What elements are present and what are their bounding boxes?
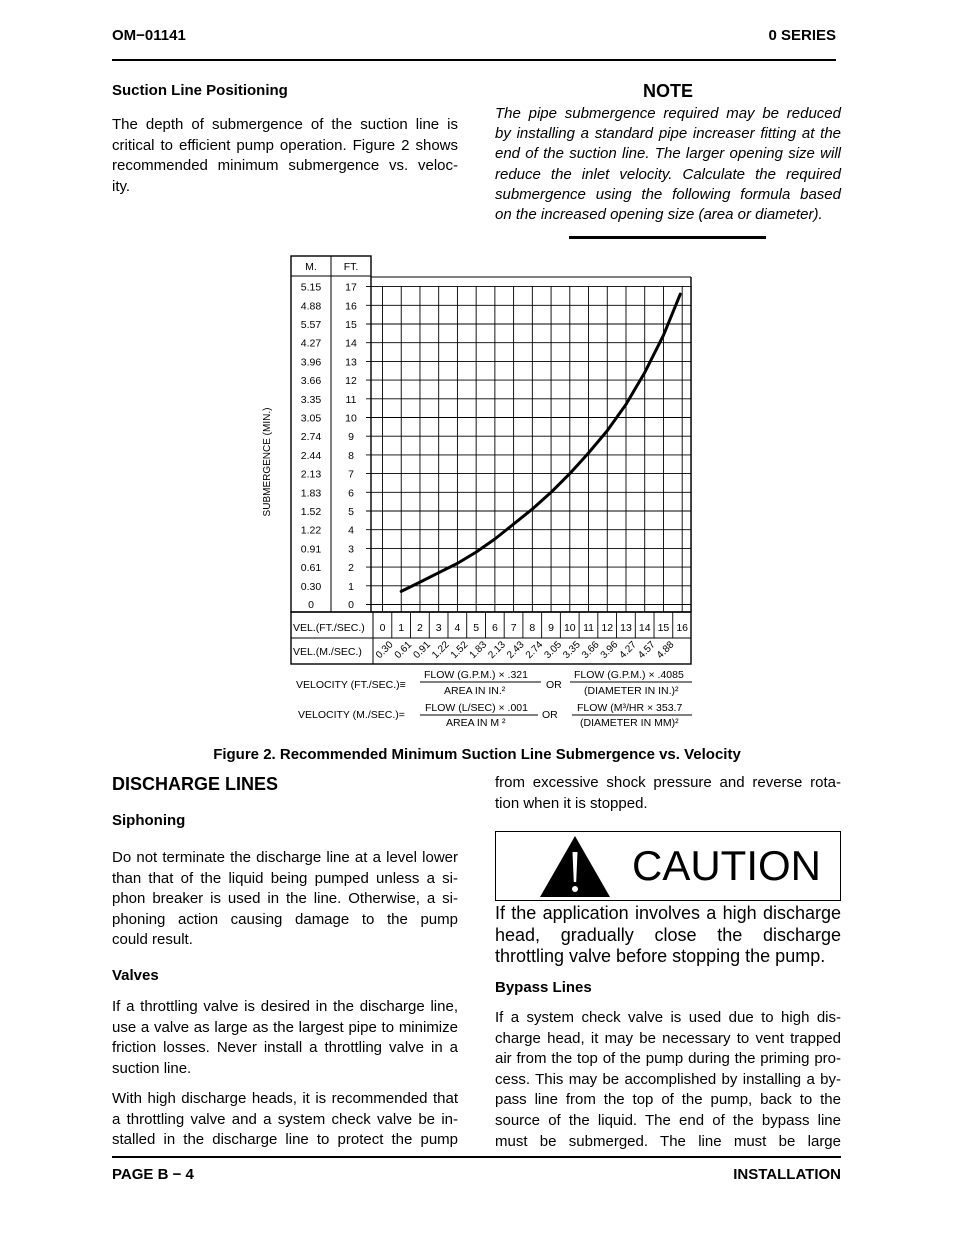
text-line: stalled in the discharge line to protect the pump xyxy=(112,1131,458,1149)
y-tick-label-m: 3.66 xyxy=(300,375,322,388)
y-tick-label-ft: 0 xyxy=(348,599,354,611)
x-tick-label-ft: 2 xyxy=(417,622,423,634)
x-tick-label-ft: 0 xyxy=(379,622,386,634)
text-line: tion when it is stopped. xyxy=(495,794,648,812)
text-line: submergence using the following formula based xyxy=(495,185,841,203)
x-tick-label-ft: 4 xyxy=(454,622,461,634)
x-tick-label-m: 3.05 xyxy=(542,639,565,662)
valves-paragraph-1 xyxy=(112,997,458,1079)
x-tick-label-m: 1.52 xyxy=(448,639,471,662)
formula-m-den2: (DIAMETER IN MM)² xyxy=(580,717,679,729)
y-tick-label-ft: 11 xyxy=(345,393,357,406)
x-tick-label-m: 4.57 xyxy=(636,639,658,662)
text-line: by installing a standard pipe increaser fitting at the xyxy=(495,125,841,143)
footer-rule xyxy=(112,1156,841,1158)
bypass-heading: Bypass Lines xyxy=(495,979,592,996)
x-tick-label-ft: 5 xyxy=(473,622,480,634)
y-tick-label-ft: 4 xyxy=(348,524,354,537)
text-line: Do not terminate the discharge line at a level lower xyxy=(112,849,458,866)
y-tick-label-ft: 13 xyxy=(345,356,357,369)
caution-banner xyxy=(495,831,841,901)
text-line: With high discharge heads, it is recommended that xyxy=(112,1090,458,1107)
formula-m-lhs: VELOCITY (M./SEC.)= xyxy=(298,709,405,721)
text-line: suction line. xyxy=(112,1059,192,1077)
text-line: on the increased opening size (area or diameter). xyxy=(495,206,823,224)
text-line: must be submerged. The line must be large xyxy=(495,1132,841,1150)
y-tick-label-ft: 16 xyxy=(345,300,357,313)
formula-m-or: OR xyxy=(542,709,558,721)
text-line: If a system check valve is used due to high dis- xyxy=(495,1009,841,1026)
y-tick-label-m: 5.15 xyxy=(300,281,322,294)
formula-ft-num1: FLOW (G.P.M.) × .321 xyxy=(424,669,528,681)
y-tick-label-m: 1.83 xyxy=(300,487,322,500)
y-tick-label-m: 4.27 xyxy=(300,337,322,350)
y-tick-label-ft: 6 xyxy=(348,487,354,500)
x-tick-label-m: 0.61 xyxy=(392,639,415,662)
y-tick-label-ft: 12 xyxy=(345,375,357,388)
text-line: end of the suction line. The larger opening size will xyxy=(495,145,841,163)
x-tick-label-m: 2.43 xyxy=(505,639,527,662)
y-tick-label-m: 0.61 xyxy=(300,562,322,575)
valves-paragraph-2 xyxy=(112,1089,458,1151)
formula-ft-den2: (DIAMETER IN IN.)² xyxy=(584,685,679,697)
m-column-header: M. xyxy=(305,261,317,273)
section-name: INSTALLATION xyxy=(733,1166,841,1183)
y-tick-label-ft: 9 xyxy=(348,431,354,444)
y-tick-label-ft: 17 xyxy=(345,281,357,294)
text-line: cess. This may be accomplished by installing a by- xyxy=(495,1070,841,1088)
text-line: critical to efficient pump operation. Figure 2 shows xyxy=(112,136,458,154)
siphoning-heading: Siphoning xyxy=(112,812,186,829)
y-tick-label-m: 0 xyxy=(308,599,314,611)
x-m-header: VEL.(M./SEC.) xyxy=(293,646,362,658)
submergence-curve xyxy=(401,294,680,591)
x-tick-label-ft: 9 xyxy=(548,622,554,634)
text-line: throttling valve before stopping the pump. xyxy=(495,946,826,966)
y-tick-label-ft: 1 xyxy=(348,580,354,593)
y-tick-label-ft: 3 xyxy=(348,543,354,556)
discharge-continuation xyxy=(495,773,841,814)
text-line: recommended minimum submergence vs. veloc- xyxy=(112,157,458,175)
y-tick-label-ft: 7 xyxy=(348,468,354,481)
y-tick-label-ft: 10 xyxy=(345,412,357,425)
text-line: charge head, it may be necessary to vent trapped xyxy=(495,1029,841,1047)
x-tick-label-ft: 3 xyxy=(435,622,442,634)
x-tick-label-m: 0.30 xyxy=(373,639,396,662)
x-tick-label-ft: 15 xyxy=(657,622,670,634)
text-line: The pipe submergence required may be reduced xyxy=(495,105,841,122)
text-line: phon breaker is used in the line. Otherwise, a si- xyxy=(112,890,458,908)
text-line: ity. xyxy=(112,177,131,195)
formula-m-den1: AREA IN M ² xyxy=(446,717,506,729)
y-tick-label-m: 3.05 xyxy=(300,412,322,425)
formula-ft-or: OR xyxy=(546,679,562,691)
formula-m-num1: FLOW (L/SEC) × .001 xyxy=(425,702,528,714)
text-line: use a valve as large as the largest pipe to minimize xyxy=(112,1018,458,1036)
x-tick-label-m: 3.66 xyxy=(579,639,602,662)
text-line: If the application involves a high discharge xyxy=(495,903,841,923)
x-tick-label-m: 1.22 xyxy=(430,639,452,662)
y-tick-label-ft: 15 xyxy=(345,319,357,331)
caution-word: CAUTION xyxy=(632,842,821,889)
discharge-heading: DISCHARGE LINES xyxy=(112,774,279,794)
series-label: 0 SERIES xyxy=(768,27,836,44)
y-tick-label-m: 1.52 xyxy=(300,506,322,518)
y-tick-label-m: 4.88 xyxy=(300,300,322,313)
y-tick-label-ft: 8 xyxy=(348,449,354,462)
formula-ft-den1: AREA IN IN.² xyxy=(444,685,506,697)
y-tick-label-ft: 2 xyxy=(348,562,354,575)
x-tick-label-m: 3.96 xyxy=(598,639,621,662)
caution-text xyxy=(495,903,841,968)
x-tick-label-ft: 16 xyxy=(676,622,689,634)
y-tick-label-m: 1.22 xyxy=(300,524,322,537)
text-line: The depth of submergence of the suction line is xyxy=(112,116,458,133)
doc-number: OM−01141 xyxy=(112,27,186,44)
text-line: head, gradually close the discharge xyxy=(495,924,841,945)
text-line: air from the top of the pump during the priming pro- xyxy=(495,1050,841,1068)
y-tick-label-m: 2.13 xyxy=(300,468,322,481)
x-tick-label-ft: 12 xyxy=(601,622,614,634)
x-tick-label-ft: 14 xyxy=(638,622,651,634)
x-tick-label-m: 4.27 xyxy=(617,639,639,662)
formula-m-num2: FLOW (M³/HR × 353.7 xyxy=(577,702,683,714)
x-tick-label-ft: 8 xyxy=(529,622,536,634)
x-tick-label-ft: 13 xyxy=(620,622,632,634)
x-ft-header: VEL.(FT./SEC.) xyxy=(293,622,365,634)
warning-triangle-icon xyxy=(538,834,612,898)
x-tick-label-ft: 6 xyxy=(491,622,498,634)
velocity-formulas xyxy=(0,660,954,740)
x-tick-label-m: 4.88 xyxy=(654,639,677,662)
text-line: pass line from the top of the pump, back to the xyxy=(495,1091,841,1109)
y-tick-label-m: 3.96 xyxy=(300,356,322,369)
suction-heading: Suction Line Positioning xyxy=(112,82,288,99)
siphoning-paragraph xyxy=(112,848,458,951)
page-number: PAGE B − 4 xyxy=(112,1166,194,1183)
y-tick-label-m: 2.44 xyxy=(300,449,322,462)
x-tick-label-m: 0.91 xyxy=(411,639,433,662)
y-axis-label: SUBMERGENCE (MIN.) xyxy=(262,407,273,517)
x-tick-label-m: 2.74 xyxy=(523,639,546,662)
formula-ft-lhs: VELOCITY (FT./SEC.)≡ xyxy=(296,679,406,691)
valves-heading: Valves xyxy=(112,967,159,984)
x-tick-label-ft: 7 xyxy=(510,622,517,634)
y-tick-label-m: 3.35 xyxy=(300,393,322,406)
text-line: phoning action causing damage to the pump xyxy=(112,910,458,928)
formula-ft-num2: FLOW (G.P.M.) × .4085 xyxy=(574,669,684,681)
y-tick-label-m: 5.57 xyxy=(300,319,322,331)
text-line: friction losses. Never install a throttling valve in a xyxy=(112,1039,458,1057)
x-tick-label-m: 3.35 xyxy=(561,639,583,662)
figure-caption: Figure 2. Recommended Minimum Suction Line Submergence vs. Velocity xyxy=(213,746,741,763)
text-line: source of the liquid. The end of the bypass line xyxy=(495,1111,841,1129)
text-line: could result. xyxy=(112,931,193,949)
text-line: If a throttling valve is desired in the discharge line, xyxy=(112,998,458,1015)
text-line: reduce the inlet velocity. Calculate the required xyxy=(495,165,841,183)
text-line: a throttling valve and a system check valve be in- xyxy=(112,1110,458,1128)
text-line: from excessive shock pressure and reverse rota- xyxy=(495,774,841,791)
y-tick-label-m: 0.30 xyxy=(300,580,322,593)
bypass-paragraph xyxy=(495,1008,841,1152)
x-tick-label-m: 1.83 xyxy=(467,639,490,662)
y-tick-label-m: 0.91 xyxy=(300,543,322,556)
x-tick-label-ft: 11 xyxy=(583,622,594,634)
x-tick-label-ft: 10 xyxy=(563,622,576,634)
y-tick-label-m: 2.74 xyxy=(300,431,322,444)
ft-column-header: FT. xyxy=(343,261,359,273)
text-line: than that of the liquid being pumped unless a si- xyxy=(112,869,458,887)
x-tick-label-m: 2.13 xyxy=(486,639,508,662)
y-tick-label-ft: 5 xyxy=(348,506,354,518)
note-title: NOTE xyxy=(642,81,693,101)
y-tick-label-ft: 14 xyxy=(345,337,357,350)
x-tick-label-ft: 1 xyxy=(398,622,405,634)
